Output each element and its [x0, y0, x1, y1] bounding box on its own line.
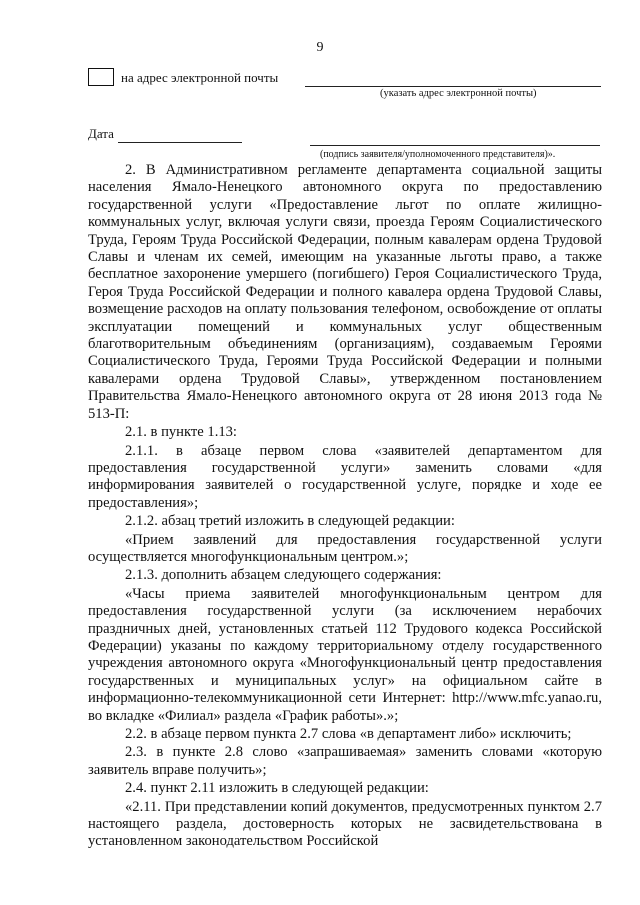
date-label: Дата	[88, 126, 114, 141]
email-checkbox[interactable]	[88, 68, 114, 86]
paragraph-2-1: 2.1. в пункте 1.13:	[125, 424, 237, 441]
paragraph-2: 2. В Административном регламенте департамента социальной защиты населения Ямало-Ненецкого автономного округа по предоставлению государственной услуги «Предоставление льгот по оплате жилищно-коммунальных услуг, включая услуги связи, проезда Героям Социалистического Труда, Героям Труда Российской Федерации, полным кавалерам ордена Трудовой Славы и членам их семей, имеющим на указанные льготы право, а также бесплатное захоронение умершего (погибшего) Героя Социалистического Труда, Героя Труда Российской Федерации и полного кавалера ордена Трудовой Славы, возмещение расходов на оплату пользования телефоном, освобождение от оплаты эксплуатации помещений и коммунальных услуг общественным благотворительным объединениям (организациям), создаваемым Героями Социалистического Труда, Героями Труда Российской Федерации и полными кавалерами ордена Трудовой Славы», утвержденном постановлением Правительства Ямало-Ненецкого автономного округа от 28 июня 2013 года № 513-П:	[88, 162, 602, 422]
paragraph-2-2: 2.2. в абзаце первом пункта 2.7 слова «в департамент либо» исключить;	[125, 726, 572, 742]
signature-line	[310, 145, 600, 146]
email-caption: (указать адрес электронной почты)	[380, 88, 537, 99]
paragraph-2-1-2: 2.1.2. абзац третий изложить в следующей редакции:	[125, 513, 455, 530]
email-checkbox-label: на адрес электронной почты	[121, 70, 279, 85]
signature-caption: (подпись заявителя/уполномоченного представителя)».	[320, 149, 556, 160]
page-number: 9	[316, 40, 324, 55]
paragraph-2-3: 2.3. в пункте 2.8 слово «запрашиваемая» заменить словами «которую заявитель вправе получить»;	[88, 744, 602, 778]
paragraph-quote-reception: «Прием заявлений для предоставления государственной услуги осуществляется многофункциональным центром.»;	[88, 531, 602, 565]
date-line	[118, 142, 242, 143]
document-body	[88, 162, 602, 851]
paragraph-quote-2-11: «2.11. При представлении копий документов, предусмотренных пунктом 2.7 настоящего раздела, достоверность которых не засвидетельствована в установленном законодательством Российской	[88, 798, 602, 850]
email-line	[305, 86, 601, 87]
paragraph-2-1-1: 2.1.1. в абзаце первом слова «заявителей департаментом для предоставления государственной услуги» заменить словами «для информирования заявителей о государственной услуге, порядке и ходе ее предоставления»;	[88, 442, 602, 511]
paragraph-quote-hours: «Часы приема заявителей многофункциональным центром для предоставления государственной услуги (за исключением нерабочих праздничных дней, установленных статьей 112 Трудового кодекса Российской Федерации) указаны по каждому территориальному отделу государственного учреждения автономного округа «Многофункциональный центр предоставления государственных и муниципальных услуг» на официальном сайте в информационно-телекоммуникационной сети Интернет: http://www.mfc.yanao.ru, во вкладке «Филиал» раздела «График работы».»;	[88, 585, 602, 724]
paragraph-2-1-3: 2.1.3. дополнить абзацем следующего содержания:	[125, 567, 442, 584]
paragraph-2-4: 2.4. пункт 2.11 изложить в следующей редакции:	[125, 780, 429, 797]
